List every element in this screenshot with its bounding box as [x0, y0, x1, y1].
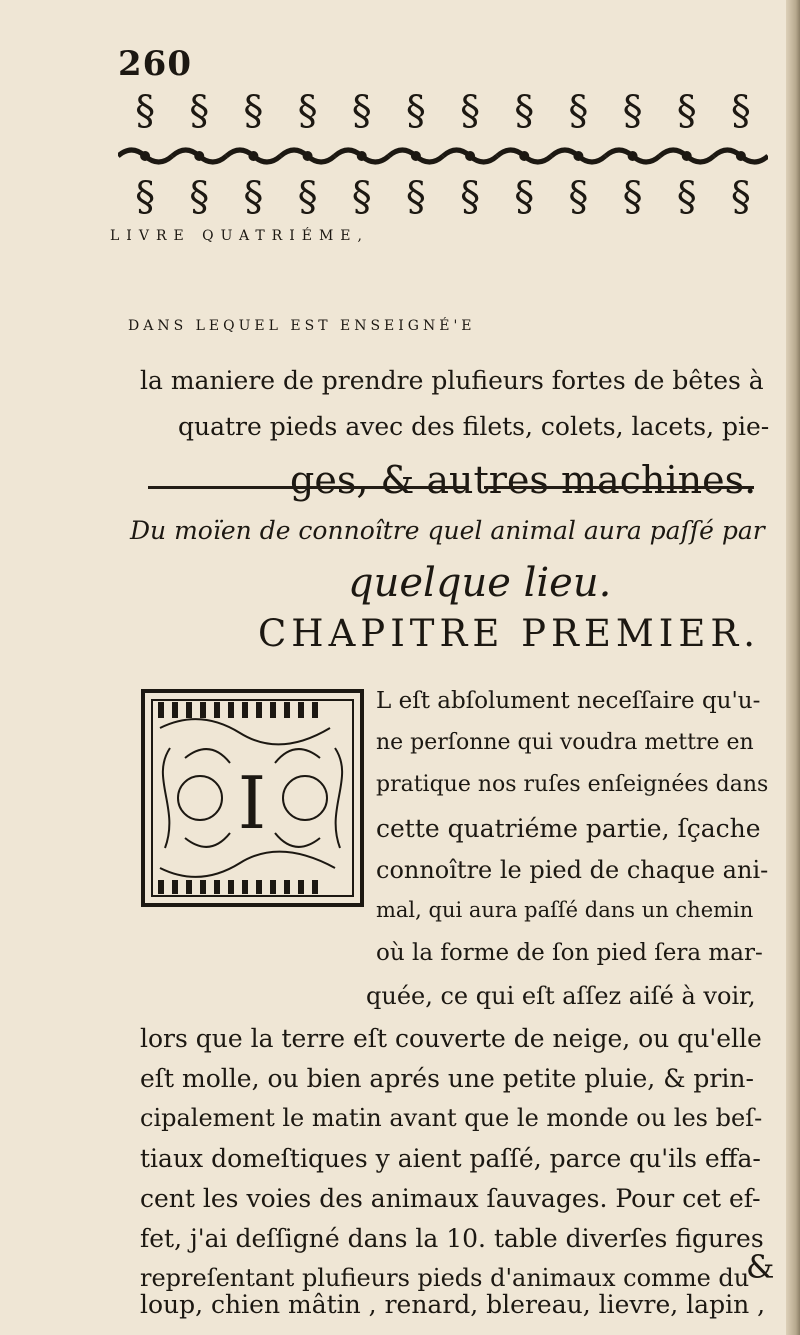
- body-line-2: ne perſonne qui voudra mettre en: [376, 730, 754, 755]
- body-line-4: cette quatriéme partie, ſçache: [376, 814, 761, 843]
- vine-band-icon: [248, 151, 258, 161]
- section-heading-line-2: quelque lieu.: [348, 560, 612, 606]
- vine-band-icon: [465, 151, 475, 161]
- fleuron-s-icon: §: [405, 174, 426, 220]
- body-line-12: tiaux domeſtiques y aient paſſé, parce qu'ils effa-: [140, 1144, 761, 1173]
- vine-band-icon: [194, 151, 204, 161]
- fleuron-s-icon: §: [568, 90, 589, 134]
- vine-band-icon: [682, 151, 692, 161]
- body-line-15: repreſentant plufieurs pieds d'animaux comme du: [140, 1264, 750, 1292]
- fleuron-s-icon: §: [460, 174, 481, 220]
- body-line-6: mal, qui aura paſſé dans un chemin: [376, 898, 754, 922]
- body-line-5: connoître le pied de chaque ani-: [376, 856, 769, 884]
- subtitle-caps: DANS LEQUEL EST ENSEIGNÉ'E: [128, 318, 476, 334]
- subtitle-line-1: la maniere de prendre plufieurs fortes de bêtes à: [140, 366, 764, 395]
- fleuron-s-icon: §: [297, 90, 318, 134]
- body-line-11: cipalement le matin avant que le monde ou les beſ-: [140, 1104, 763, 1132]
- decorated-initial: [140, 688, 365, 908]
- vine-band-icon: [140, 151, 150, 161]
- section-heading-line-1: Du moïen de connoître quel animal aura paſſé par: [130, 516, 765, 545]
- vine-band-icon: [519, 151, 529, 161]
- fleuron-s-icon: §: [351, 174, 372, 220]
- subtitle-line-2: quatre pieds avec des filets, colets, lacets, pie-: [178, 412, 770, 441]
- vine-band-icon: [628, 151, 638, 161]
- fleuron-s-icon: §: [189, 90, 210, 134]
- fleuron-s-icon: §: [730, 174, 751, 220]
- vine-band-icon: [303, 151, 313, 161]
- fleuron-s-icon: §: [730, 90, 751, 134]
- rule-right: [484, 486, 754, 489]
- chapter-heading: CHAPITRE PREMIER.: [258, 612, 761, 655]
- body-line-10: eſt molle, ou bien aprés une petite pluie, & prin-: [140, 1064, 754, 1093]
- fleuron-s-icon: §: [189, 174, 210, 220]
- body-line-7: où la forme de ſon pied ſera mar-: [376, 940, 763, 966]
- vine-band-row: [118, 150, 768, 162]
- vine-band-icon: [411, 151, 421, 161]
- fleuron-row-bottom: [135, 174, 751, 220]
- page-edge: [786, 0, 800, 1335]
- fleuron-s-icon: §: [622, 174, 643, 220]
- vine-band-icon: [573, 151, 583, 161]
- catchword: &: [746, 1248, 775, 1286]
- body-line-16: loup, chien mâtin , renard, blereau, lievre, lapin ,: [140, 1290, 766, 1319]
- body-line-13: cent les voies des animaux ſauvages. Pour cet ef-: [140, 1184, 761, 1213]
- fleuron-s-icon: §: [514, 174, 535, 220]
- initial-letter: I: [237, 761, 267, 845]
- fleuron-s-icon: §: [568, 174, 589, 220]
- fleuron-ornament-band: [118, 90, 768, 220]
- fleuron-s-icon: §: [135, 90, 156, 134]
- book-title: LIVRE QUATRIÉME,: [110, 228, 369, 244]
- body-line-9: lors que la terre eſt couverte de neige, ou qu'elle: [140, 1024, 762, 1053]
- fleuron-s-icon: §: [460, 90, 481, 134]
- fleuron-s-icon: §: [405, 90, 426, 134]
- fleuron-s-icon: §: [514, 90, 535, 134]
- fleuron-s-icon: §: [676, 90, 697, 134]
- fleuron-s-icon: §: [622, 90, 643, 134]
- fleuron-s-icon: §: [297, 174, 318, 220]
- vine-band-icon: [357, 151, 367, 161]
- fleuron-row-top: [135, 90, 751, 134]
- rule-left: [148, 486, 468, 489]
- page-number: 260: [118, 44, 192, 84]
- fleuron-s-icon: §: [676, 174, 697, 220]
- fleuron-s-icon: §: [135, 174, 156, 220]
- fleuron-s-icon: §: [243, 174, 264, 220]
- body-line-8: quée, ce qui eſt aſſez aiſé à voir,: [366, 982, 756, 1010]
- body-line-14: fet, j'ai deſſigné dans la 10. table diverſes figures: [140, 1224, 764, 1253]
- body-line-3: pratique nos ruſes enſeignées dans: [376, 772, 769, 797]
- subtitle-line-3: ges, & autres machines.: [290, 458, 757, 502]
- fleuron-s-icon: §: [243, 90, 264, 134]
- vine-band-icon: [736, 151, 746, 161]
- body-line-1: L eſt abſolument neceſſaire qu'u-: [376, 688, 761, 714]
- fleuron-s-icon: §: [351, 90, 372, 134]
